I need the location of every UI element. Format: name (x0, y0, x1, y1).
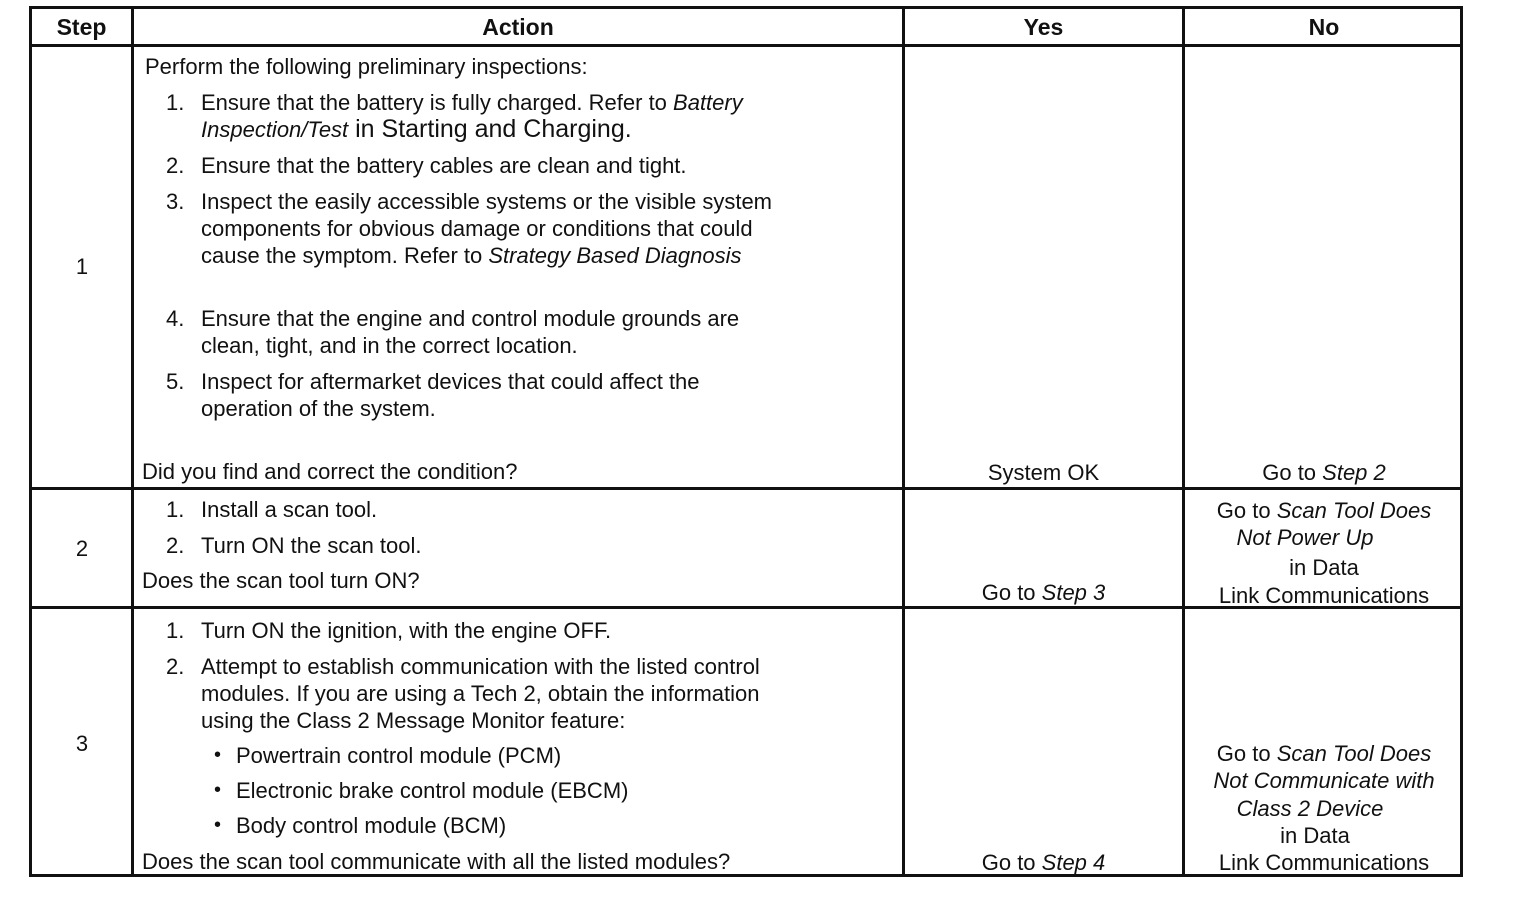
item-number: 4. (166, 306, 185, 331)
row3-yes: Go to Step 4 (981, 850, 1106, 875)
row1-yes: System OK (987, 460, 1100, 485)
column-divider (902, 9, 905, 874)
row2-no-line1: Go to Scan Tool Does (1216, 498, 1432, 523)
header-action: Action (482, 14, 554, 40)
row3-item2-line2: modules. If you are using a Tech 2, obtain the information (201, 681, 760, 706)
row3-item2-line3: using the Class 2 Message Monitor feature: (201, 708, 626, 733)
step-number: 2 (75, 536, 89, 561)
row3-no-line4: in Data (1280, 823, 1350, 848)
row1-item4-line2: clean, tight, and in the correct location. (201, 333, 578, 358)
item-number: 3. (166, 189, 185, 214)
row1-item3-line1: Inspect the easily accessible systems or the visible system (201, 189, 773, 214)
row3-question: Does the scan tool communicate with all the listed modules? (142, 849, 731, 874)
row1-intro: Perform the following preliminary inspections: (145, 54, 588, 79)
row1-question: Did you find and correct the condition? (142, 459, 518, 484)
row1-item5-line1: Inspect for aftermarket devices that could affect the (201, 369, 700, 394)
diagnostic-table (29, 6, 1463, 877)
row1-item3-line3: cause the symptom. Refer to Strategy Based Diagnosis (201, 243, 742, 268)
item-number: 2. (166, 654, 185, 679)
row3-no-line5: Link Communications (1218, 850, 1430, 875)
row3-bullet2: Electronic brake control module (EBCM) (236, 778, 629, 803)
row2-no-line2: Not Power Up (1236, 525, 1374, 550)
header-yes: Yes (1023, 14, 1064, 40)
row1-item4-line1: Ensure that the engine and control module grounds are (201, 306, 740, 331)
row-divider (32, 487, 1460, 490)
item-number: 2. (166, 533, 185, 558)
row2-no-line4: Link Communications (1218, 583, 1430, 608)
row2-question: Does the scan tool turn ON? (142, 568, 420, 593)
item-number: 5. (166, 369, 185, 394)
bullet-icon: • (214, 779, 222, 801)
row2-item2: Turn ON the scan tool. (201, 533, 422, 558)
row3-no-line2: Not Communicate with (1213, 768, 1435, 793)
row2-yes: Go to Step 3 (981, 580, 1106, 605)
item-number: 2. (166, 153, 185, 178)
row1-item3-line2: components for obvious damage or conditions that could (201, 216, 753, 241)
item-number: 1. (166, 618, 185, 643)
step-number: 3 (75, 731, 89, 756)
row2-no-line3: in Data (1289, 555, 1359, 580)
row3-bullet3: Body control module (BCM) (236, 813, 507, 838)
row1-item1-line2: Inspection/Test in Starting and Charging. (201, 115, 632, 143)
row1-item5-line2: operation of the system. (201, 396, 436, 421)
header-step: Step (56, 14, 107, 40)
row3-bullet1: Powertrain control module (PCM) (236, 743, 562, 768)
row3-no-line3: Class 2 Device (1236, 796, 1384, 821)
row1-item1-line1: Ensure that the battery is fully charged. Refer to Battery (201, 90, 743, 115)
row3-item1: Turn ON the ignition, with the engine OFF. (201, 618, 612, 643)
bullet-icon: • (214, 814, 222, 836)
header-no: No (1308, 14, 1340, 40)
item-number: 1. (166, 497, 185, 522)
row3-item2-line1: Attempt to establish communication with the listed control (201, 654, 760, 679)
row1-item2: Ensure that the battery cables are clean and tight. (201, 153, 687, 178)
row3-no-line1: Go to Scan Tool Does (1216, 741, 1432, 766)
step-number: 1 (75, 254, 89, 279)
row2-item1: Install a scan tool. (201, 497, 378, 522)
row1-no: Go to Step 2 (1262, 460, 1386, 485)
item-number: 1. (166, 90, 185, 115)
bullet-icon: • (214, 744, 222, 766)
